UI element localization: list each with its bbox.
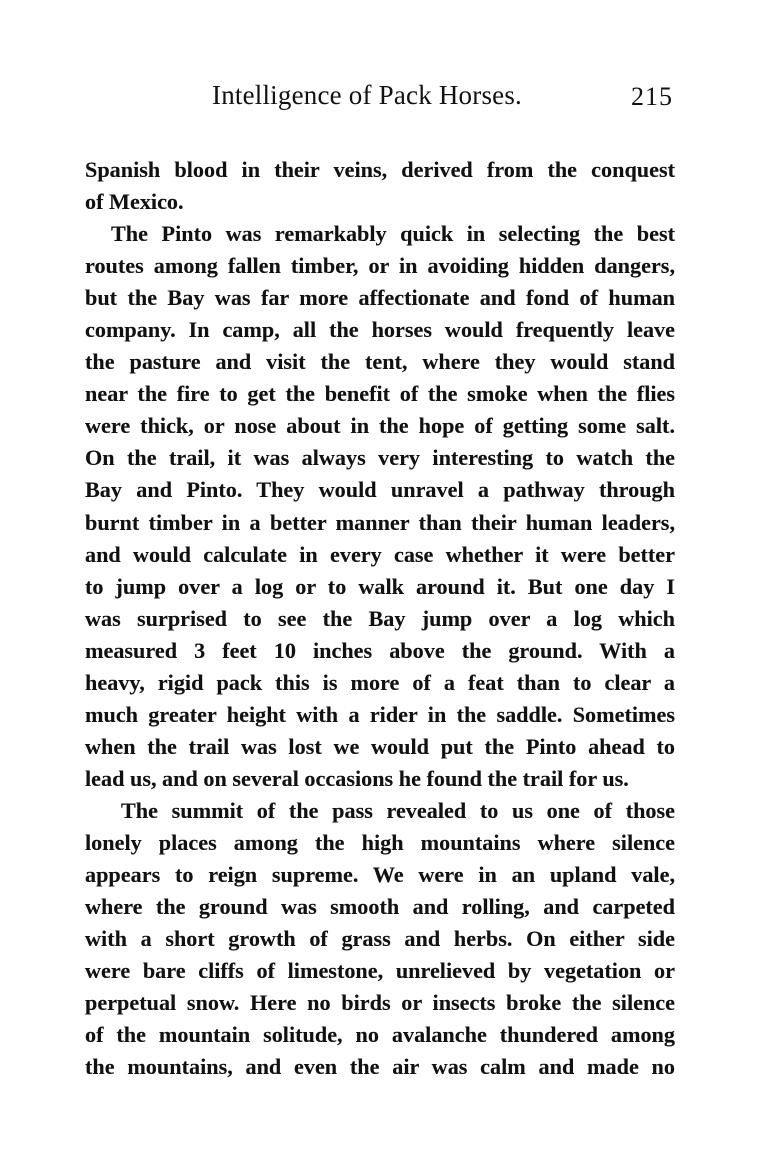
- text-line: were thick, or nose about in the hope of getting some salt.: [85, 413, 675, 439]
- page-number: 215: [631, 82, 673, 111]
- text-line: when the trail was lost we would put the Pinto ahead to: [85, 733, 675, 759]
- text-line: Bay and Pinto. They would unravel a pathway through: [85, 477, 675, 503]
- text-line: near the fire to get the benefit of the smoke when the flies: [85, 381, 675, 407]
- text-line: of the mountain solitude, no avalanche thundered among: [85, 1022, 675, 1048]
- text-line: with a short growth of grass and herbs. On either side: [85, 926, 675, 952]
- paragraph-first-line: The Pinto was remarkably quick in selecting the best: [111, 221, 675, 247]
- text-line: and would calculate in every case whether it were better: [85, 541, 675, 567]
- text-line: lead us, and on several occasions he found the trail for us.: [85, 765, 629, 791]
- text-line: burnt timber in a better manner than their human leaders,: [85, 509, 675, 535]
- text-line: perpetual snow. Here no birds or insects broke the silence: [85, 990, 675, 1016]
- text-line: was surprised to see the Bay jump over a log which: [85, 605, 675, 631]
- text-line: but the Bay was far more affectionate and fond of human: [85, 285, 675, 311]
- text-line: of Mexico.: [85, 189, 184, 215]
- text-line: where the ground was smooth and rolling, and carpeted: [85, 894, 675, 920]
- text-line: appears to reign supreme. We were in an upland vale,: [85, 862, 675, 888]
- text-line: measured 3 feet 10 inches above the ground. With a: [85, 637, 675, 663]
- text-line: Spanish blood in their veins, derived from the conquest: [85, 157, 675, 182]
- text-line: the pasture and visit the tent, where they would stand: [85, 349, 675, 375]
- text-line: were bare cliffs of limestone, unrelieved by vegetation or: [85, 958, 675, 984]
- running-title: Intelligence of Pack Horses.: [212, 80, 522, 110]
- text-line: the mountains, and even the air was calm and made no: [85, 1054, 675, 1080]
- text-line: heavy, rigid pack this is more of a feat than to clear a: [85, 669, 675, 695]
- text-line: lonely places among the high mountains where silence: [85, 829, 675, 855]
- text-line: much greater height with a rider in the saddle. Sometimes: [85, 701, 675, 727]
- text-line: to jump over a log or to walk around it. But one day I: [85, 573, 675, 599]
- text-line: On the trail, it was always very interesting to watch the: [85, 445, 675, 471]
- text-line: company. In camp, all the horses would frequently leave: [85, 317, 675, 343]
- paragraph-first-line: The summit of the pass revealed to us one of those: [121, 797, 675, 823]
- text-line: routes among fallen timber, or in avoiding hidden dangers,: [85, 253, 675, 279]
- body-text: [85, 154, 675, 1083]
- running-head: [85, 80, 677, 120]
